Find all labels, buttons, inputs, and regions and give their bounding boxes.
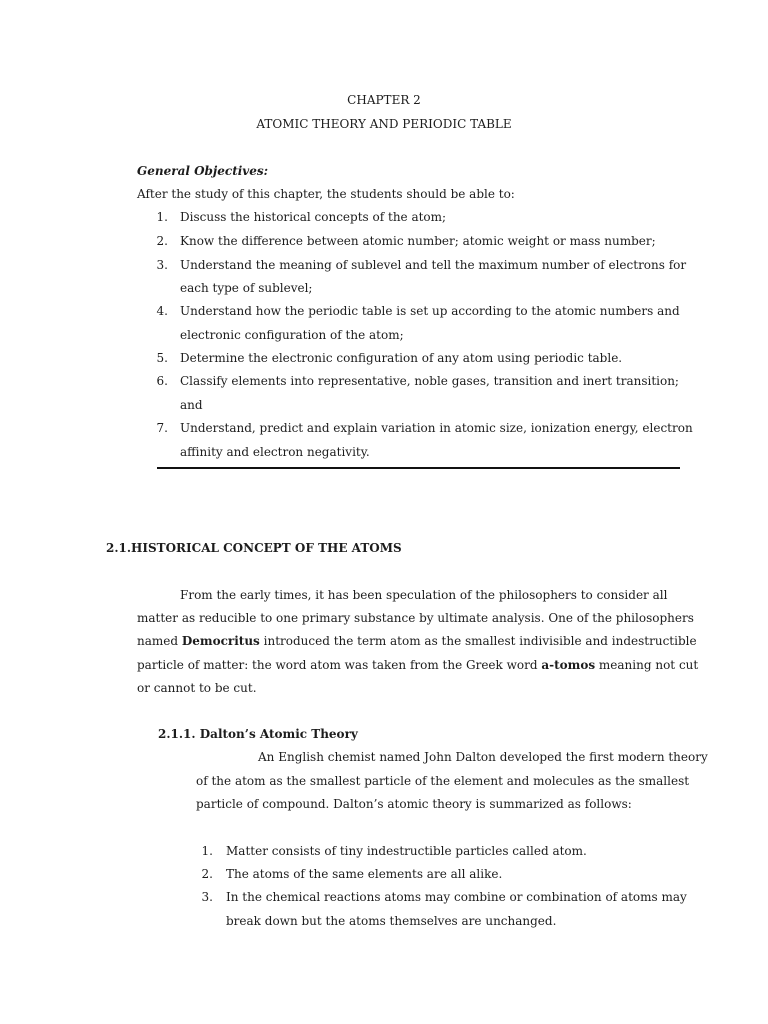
list-item: Understand how the periodic table is set up according to the atomic numbers and <box>180 304 680 318</box>
list-item-continuation: and <box>180 398 203 412</box>
objectives-intro: After the study of this chapter, the students should be able to: <box>137 187 515 201</box>
list-item-number: 2. <box>156 234 168 248</box>
list-item-number: 6. <box>156 374 168 388</box>
horizontal-rule <box>157 467 680 469</box>
list-item-continuation: electronic configuration of the atom; <box>180 328 404 342</box>
paragraph-text: particle of matter: the word atom was taken from the Greek word <box>137 658 542 672</box>
paragraph-text: named <box>137 634 182 648</box>
list-item-continuation: affinity and electron negativity. <box>180 445 370 459</box>
list-item: Understand, predict and explain variation in atomic size, ionization energy, electron <box>180 421 693 435</box>
objectives-heading: General Objectives: <box>137 164 269 178</box>
paragraph-text: introduced the term atom as the smallest indivisible and indestructible <box>259 634 697 648</box>
list-item: Know the difference between atomic number; atomic weight or mass number; <box>180 234 656 248</box>
list-item-number: 3. <box>156 258 168 272</box>
list-item-continuation: break down but the atoms themselves are unchanged. <box>226 914 557 928</box>
list-item-number: 1. <box>156 210 168 224</box>
chapter-label: CHAPTER 2 <box>347 93 421 107</box>
list-item: The atoms of the same elements are all alike. <box>226 867 503 881</box>
paragraph-line: matter as reducible to one primary substance by ultimate analysis. One of the philosophers <box>137 611 694 625</box>
list-item: Classify elements into representative, noble gases, transition and inert transition; <box>180 374 679 388</box>
list-item-continuation: each type of sublevel; <box>180 281 313 295</box>
list-item: In the chemical reactions atoms may combine or combination of atoms may <box>226 890 687 904</box>
section-heading: 2.1.HISTORICAL CONCEPT OF THE ATOMS <box>106 541 402 555</box>
list-item-number: 2. <box>201 867 213 881</box>
emphasis-a-tomos: a-tomos <box>541 658 596 672</box>
paragraph-line: From the early times, it has been speculation of the philosophers to consider all <box>180 588 668 602</box>
list-item-number: 7. <box>156 421 168 435</box>
list-item-number: 4. <box>156 304 168 318</box>
list-item: Matter consists of tiny indestructible particles called atom. <box>226 844 587 858</box>
list-item-number: 3. <box>201 890 213 904</box>
paragraph-line: or cannot to be cut. <box>137 681 257 695</box>
chapter-title: ATOMIC THEORY AND PERIODIC TABLE <box>256 117 512 131</box>
list-item: Understand the meaning of sublevel and tell the maximum number of electrons for <box>180 258 687 272</box>
list-item-number: 1. <box>201 844 213 858</box>
paragraph-line <box>137 633 697 649</box>
paragraph-line: An English chemist named John Dalton developed the first modern theory <box>258 750 708 764</box>
paragraph-line: particle of compound. Dalton’s atomic theory is summarized as follows: <box>196 797 632 811</box>
subsection-heading: 2.1.1. Dalton’s Atomic Theory <box>158 727 358 741</box>
emphasis-democritus: Democritus <box>181 634 260 648</box>
paragraph-text: meaning not cut <box>595 658 699 672</box>
list-item: Discuss the historical concepts of the atom; <box>180 210 447 224</box>
paragraph-line <box>137 657 698 673</box>
list-item-number: 5. <box>156 351 168 365</box>
paragraph-line: of the atom as the smallest particle of the element and molecules as the smallest <box>196 774 690 788</box>
list-item: Determine the electronic configuration of any atom using periodic table. <box>180 351 623 365</box>
